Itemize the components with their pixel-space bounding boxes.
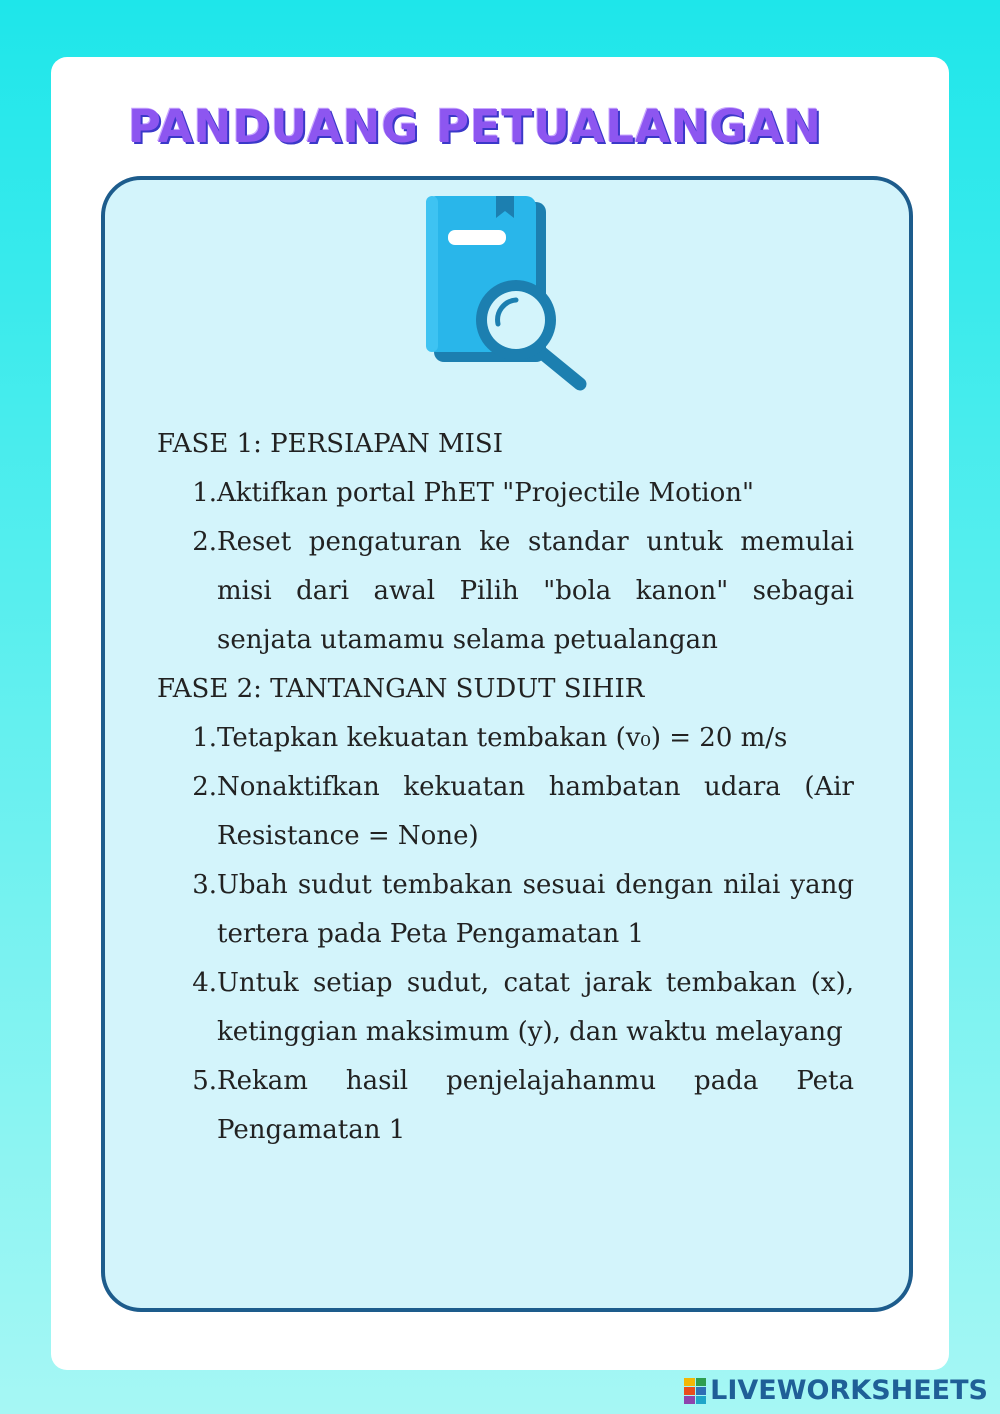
item-number: 1.	[192, 478, 217, 508]
phase-2-list	[157, 714, 854, 1155]
book-search-icon	[424, 192, 594, 392]
item-text: Rekam hasil penjelajahanmu pada Peta Pengamatan 1	[217, 1066, 854, 1145]
liveworksheets-logo-icon	[684, 1378, 706, 1404]
item-text: Tetapkan kekuatan tembakan (v₀) = 20 m/s	[217, 723, 788, 753]
phase-2-heading: FASE 2: TANTANGAN SUDUT SIHIR	[157, 674, 645, 704]
list-item	[157, 1057, 854, 1155]
item-number: 1.	[192, 723, 217, 753]
item-number: 2.	[192, 527, 217, 557]
item-text: Nonaktifkan kekuatan hambatan udara (Air Resistance = None)	[217, 772, 854, 851]
item-number: 3.	[192, 870, 217, 900]
list-item	[157, 959, 854, 1057]
item-text: Untuk setiap sudut, catat jarak tembakan (x), ketinggian maksimum (y), dan waktu melayang	[217, 968, 854, 1047]
item-text: Aktifkan portal PhET "Projectile Motion"	[217, 478, 754, 508]
item-number: 2.	[192, 772, 217, 802]
item-number: 5.	[192, 1066, 217, 1096]
liveworksheets-brand[interactable]	[684, 1375, 988, 1406]
guide-content	[157, 420, 854, 1155]
list-item	[157, 469, 854, 518]
item-number: 4.	[192, 968, 217, 998]
phase-1-list	[157, 469, 854, 665]
list-item	[157, 763, 854, 861]
list-item	[157, 518, 854, 665]
brand-label: LIVEWORKSHEETS	[710, 1375, 988, 1406]
list-item	[157, 714, 854, 763]
item-text: Reset pengaturan ke standar untuk memulai misi dari awal Pilih "bola kanon" sebagai senjata utamamu selama petualangan	[217, 527, 854, 655]
list-item	[157, 861, 854, 959]
item-text: Ubah sudut tembakan sesuai dengan nilai yang tertera pada Peta Pengamatan 1	[217, 870, 854, 949]
phase-1-heading: FASE 1: PERSIAPAN MISI	[157, 429, 503, 459]
page-title: PANDUANG PETUALANGAN	[128, 100, 822, 153]
